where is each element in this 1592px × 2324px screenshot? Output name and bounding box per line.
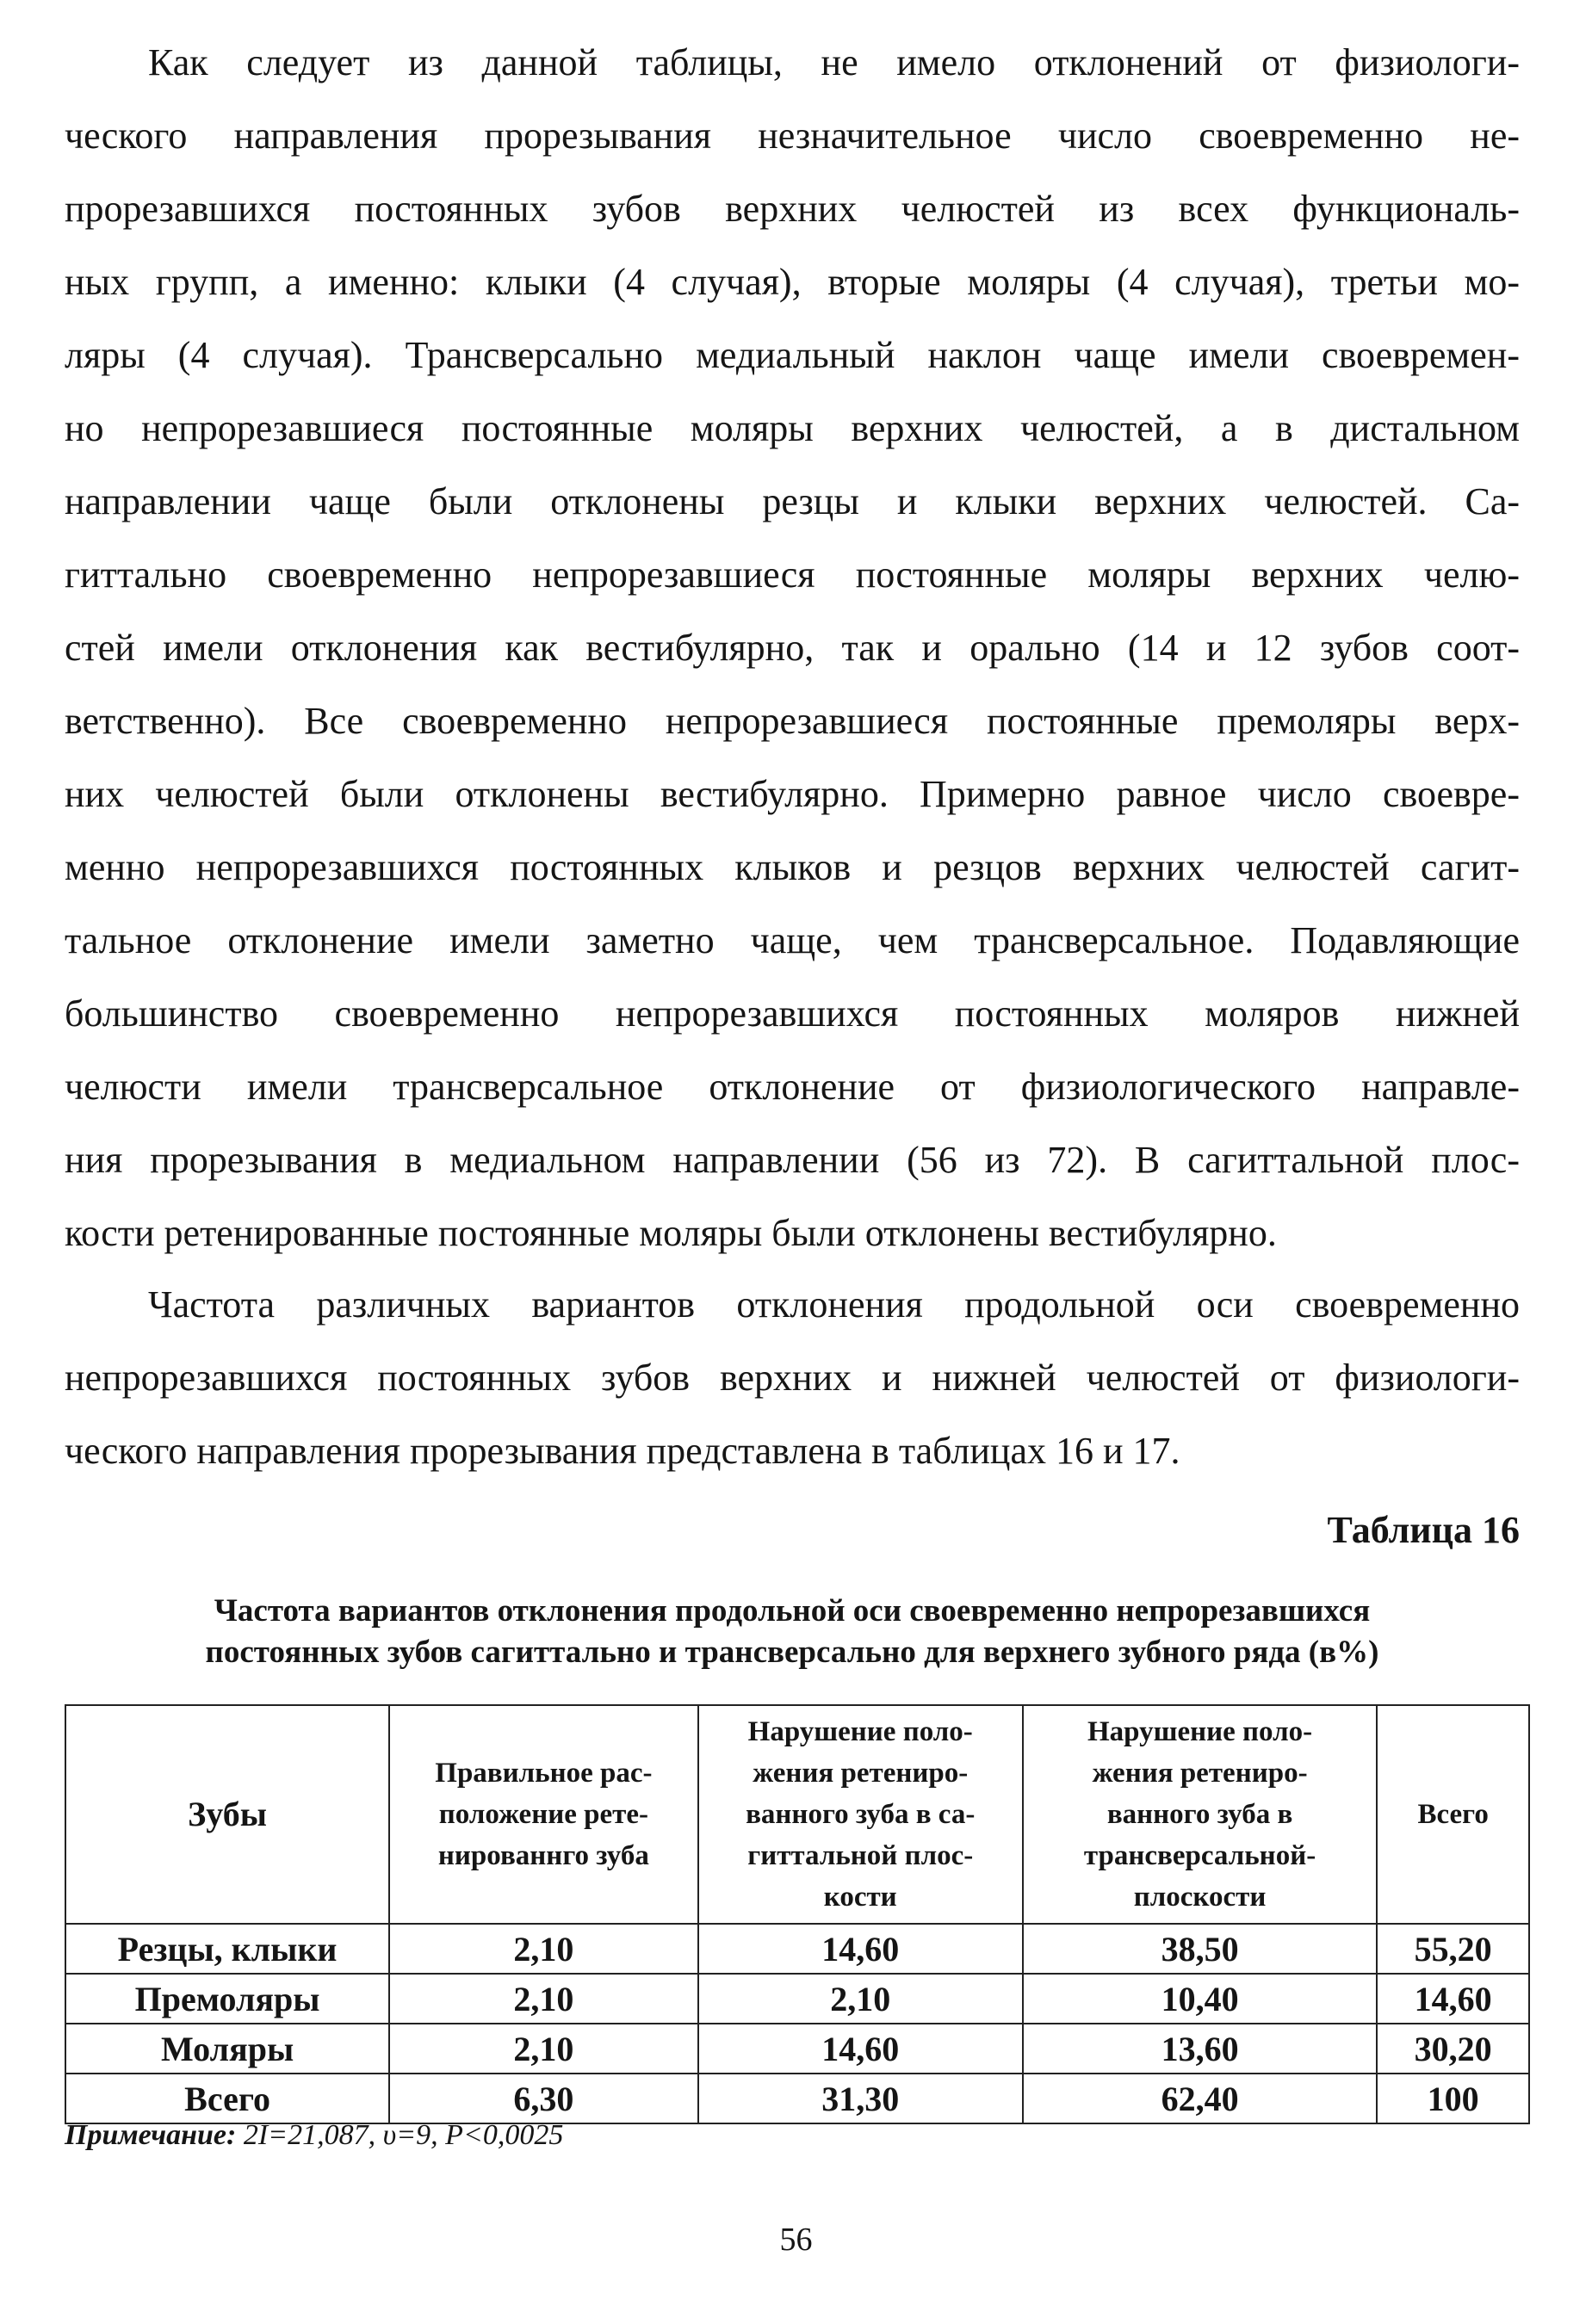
header-text: плоскости [1133,1882,1267,1913]
header-text: ванного зуба в [1106,1799,1293,1830]
caption-line: постоянных зубов сагиттально и трансверсально для верхнего зубного ряда (в%) [205,1635,1379,1670]
paragraph-1 [65,26,1520,1270]
header-text: Всего [1417,1799,1489,1830]
text-line: но непрорезавшиеся постоянные моляры верхних челюстей, а в дистальном [65,407,1520,449]
header-sagittal-deviation [698,1705,1023,1924]
header-text: ванного зуба в са- [746,1799,976,1830]
table-cell: 55,20 [1377,1924,1529,1974]
note-text: 2I=21,087, υ=9, P<0,0025 [236,2119,564,2151]
table-cell: 2,10 [389,1924,697,1974]
table-cell: 10,40 [1023,1974,1377,2024]
table-row [65,1924,1529,1974]
table-cell: Резцы, клыки [65,1924,389,1974]
header-text: Нарушение поло- [747,1716,973,1747]
text-line: ляры (4 случая). Трансверсально медиальный наклон чаще имели своевремен- [65,334,1520,376]
text-line: ных групп, а именно: клыки (4 случая), вторые моляры (4 случая), третьи мо- [65,261,1520,303]
text-line: непрорезавшихся постоянных зубов верхних и нижней челюстей от физиологи- [65,1357,1520,1399]
table-cell: 14,60 [698,2024,1023,2074]
table-header-row [65,1705,1529,1924]
table-row [65,1974,1529,2024]
header-text: Нарушение поло- [1087,1716,1313,1747]
text-line: них челюстей были отклонены вестибулярно. Примерно равное число своевре- [65,773,1520,815]
text-line: ветственно). Все своевременно непрорезавшиеся постоянные премоляры верх- [65,700,1520,742]
table-cell: 2,10 [389,2024,697,2074]
header-text: жения ретениро- [753,1758,969,1789]
text-line: кости ретенированные постоянные моляры были отклонены вестибулярно. [65,1212,1277,1254]
text-line: Частота различных вариантов отклонения продольной оси своевременно [148,1283,1520,1326]
text-line: прорезавшихся постоянных зубов верхних челюстей из всех функциональ- [65,188,1520,230]
table-cell: 14,60 [698,1924,1023,1974]
header-text: жения ретениро- [1092,1758,1308,1789]
header-teeth [65,1705,389,1924]
text-line: Как следует из данной таблицы, не имело отклонений от физиологи- [148,41,1520,83]
table-cell: Моляры [65,2024,389,2074]
header-correct-position [389,1705,697,1924]
text-line: гиттально своевременно непрорезавшиеся постоянные моляры верхних челю- [65,553,1520,596]
caption-line: Частота вариантов отклонения продольной оси своевременно непрорезавшихся [214,1593,1371,1629]
header-text: гиттальной плос- [747,1840,974,1871]
text-line: тальное отклонение имели заметно чаще, чем трансверсальное. Подавляющие [65,919,1520,961]
table-cell: 2,10 [389,1974,697,2024]
table-cell: 2,10 [698,1974,1023,2024]
table-cell: 14,60 [1377,1974,1529,2024]
header-total [1377,1705,1529,1924]
table-number-label: Таблица 16 [1327,1509,1520,1551]
table-cell: Премоляры [65,1974,389,2024]
table-cell: 31,30 [698,2074,1023,2123]
table-cell: Всего [65,2074,389,2123]
text-line: ческого направления прорезывания представлена в таблицах 16 и 17. [65,1430,1180,1472]
text-line: ния прорезывания в медиальном направлении (56 из 72). В сагиттальной плос- [65,1139,1520,1181]
header-text: Зубы [188,1795,267,1833]
note-label: Примечание: [65,2119,237,2151]
table-caption [52,1591,1533,1673]
deviation-frequency-table [65,1704,1530,2124]
header-text: положение рете- [438,1799,648,1830]
header-text: нированнго зуба [437,1840,649,1871]
page-number: 56 [779,2222,813,2258]
header-transversal-deviation [1023,1705,1377,1924]
paragraph-2 [65,1268,1520,1487]
table-cell: 30,20 [1377,2024,1529,2074]
header-text: Правильное рас- [435,1758,653,1789]
header-text: кости [823,1882,897,1913]
header-text: трансверсальной- [1083,1840,1316,1871]
table-row [65,2024,1529,2074]
table-cell: 38,50 [1023,1924,1377,1974]
table-cell: 13,60 [1023,2024,1377,2074]
table-cell: 100 [1377,2074,1529,2123]
text-line: направлении чаще были отклонены резцы и клыки верхних челюстей. Са- [65,480,1520,522]
text-line: ческого направления прорезывания незначительное число своевременно не- [65,114,1520,157]
table-cell: 62,40 [1023,2074,1377,2123]
table-cell: 6,30 [389,2074,697,2123]
text-line: стей имели отклонения как вестибулярно, так и орально (14 и 12 зубов соот- [65,627,1520,669]
text-line: менно непрорезавшихся постоянных клыков и резцов верхних челюстей сагит- [65,846,1520,888]
table-row [65,2074,1529,2123]
table-note [65,2119,563,2152]
text-line: челюсти имели трансверсальное отклонение от физиологического направле- [65,1066,1520,1108]
text-line: большинство своевременно непрорезавшихся постоянных моляров нижней [65,992,1520,1035]
